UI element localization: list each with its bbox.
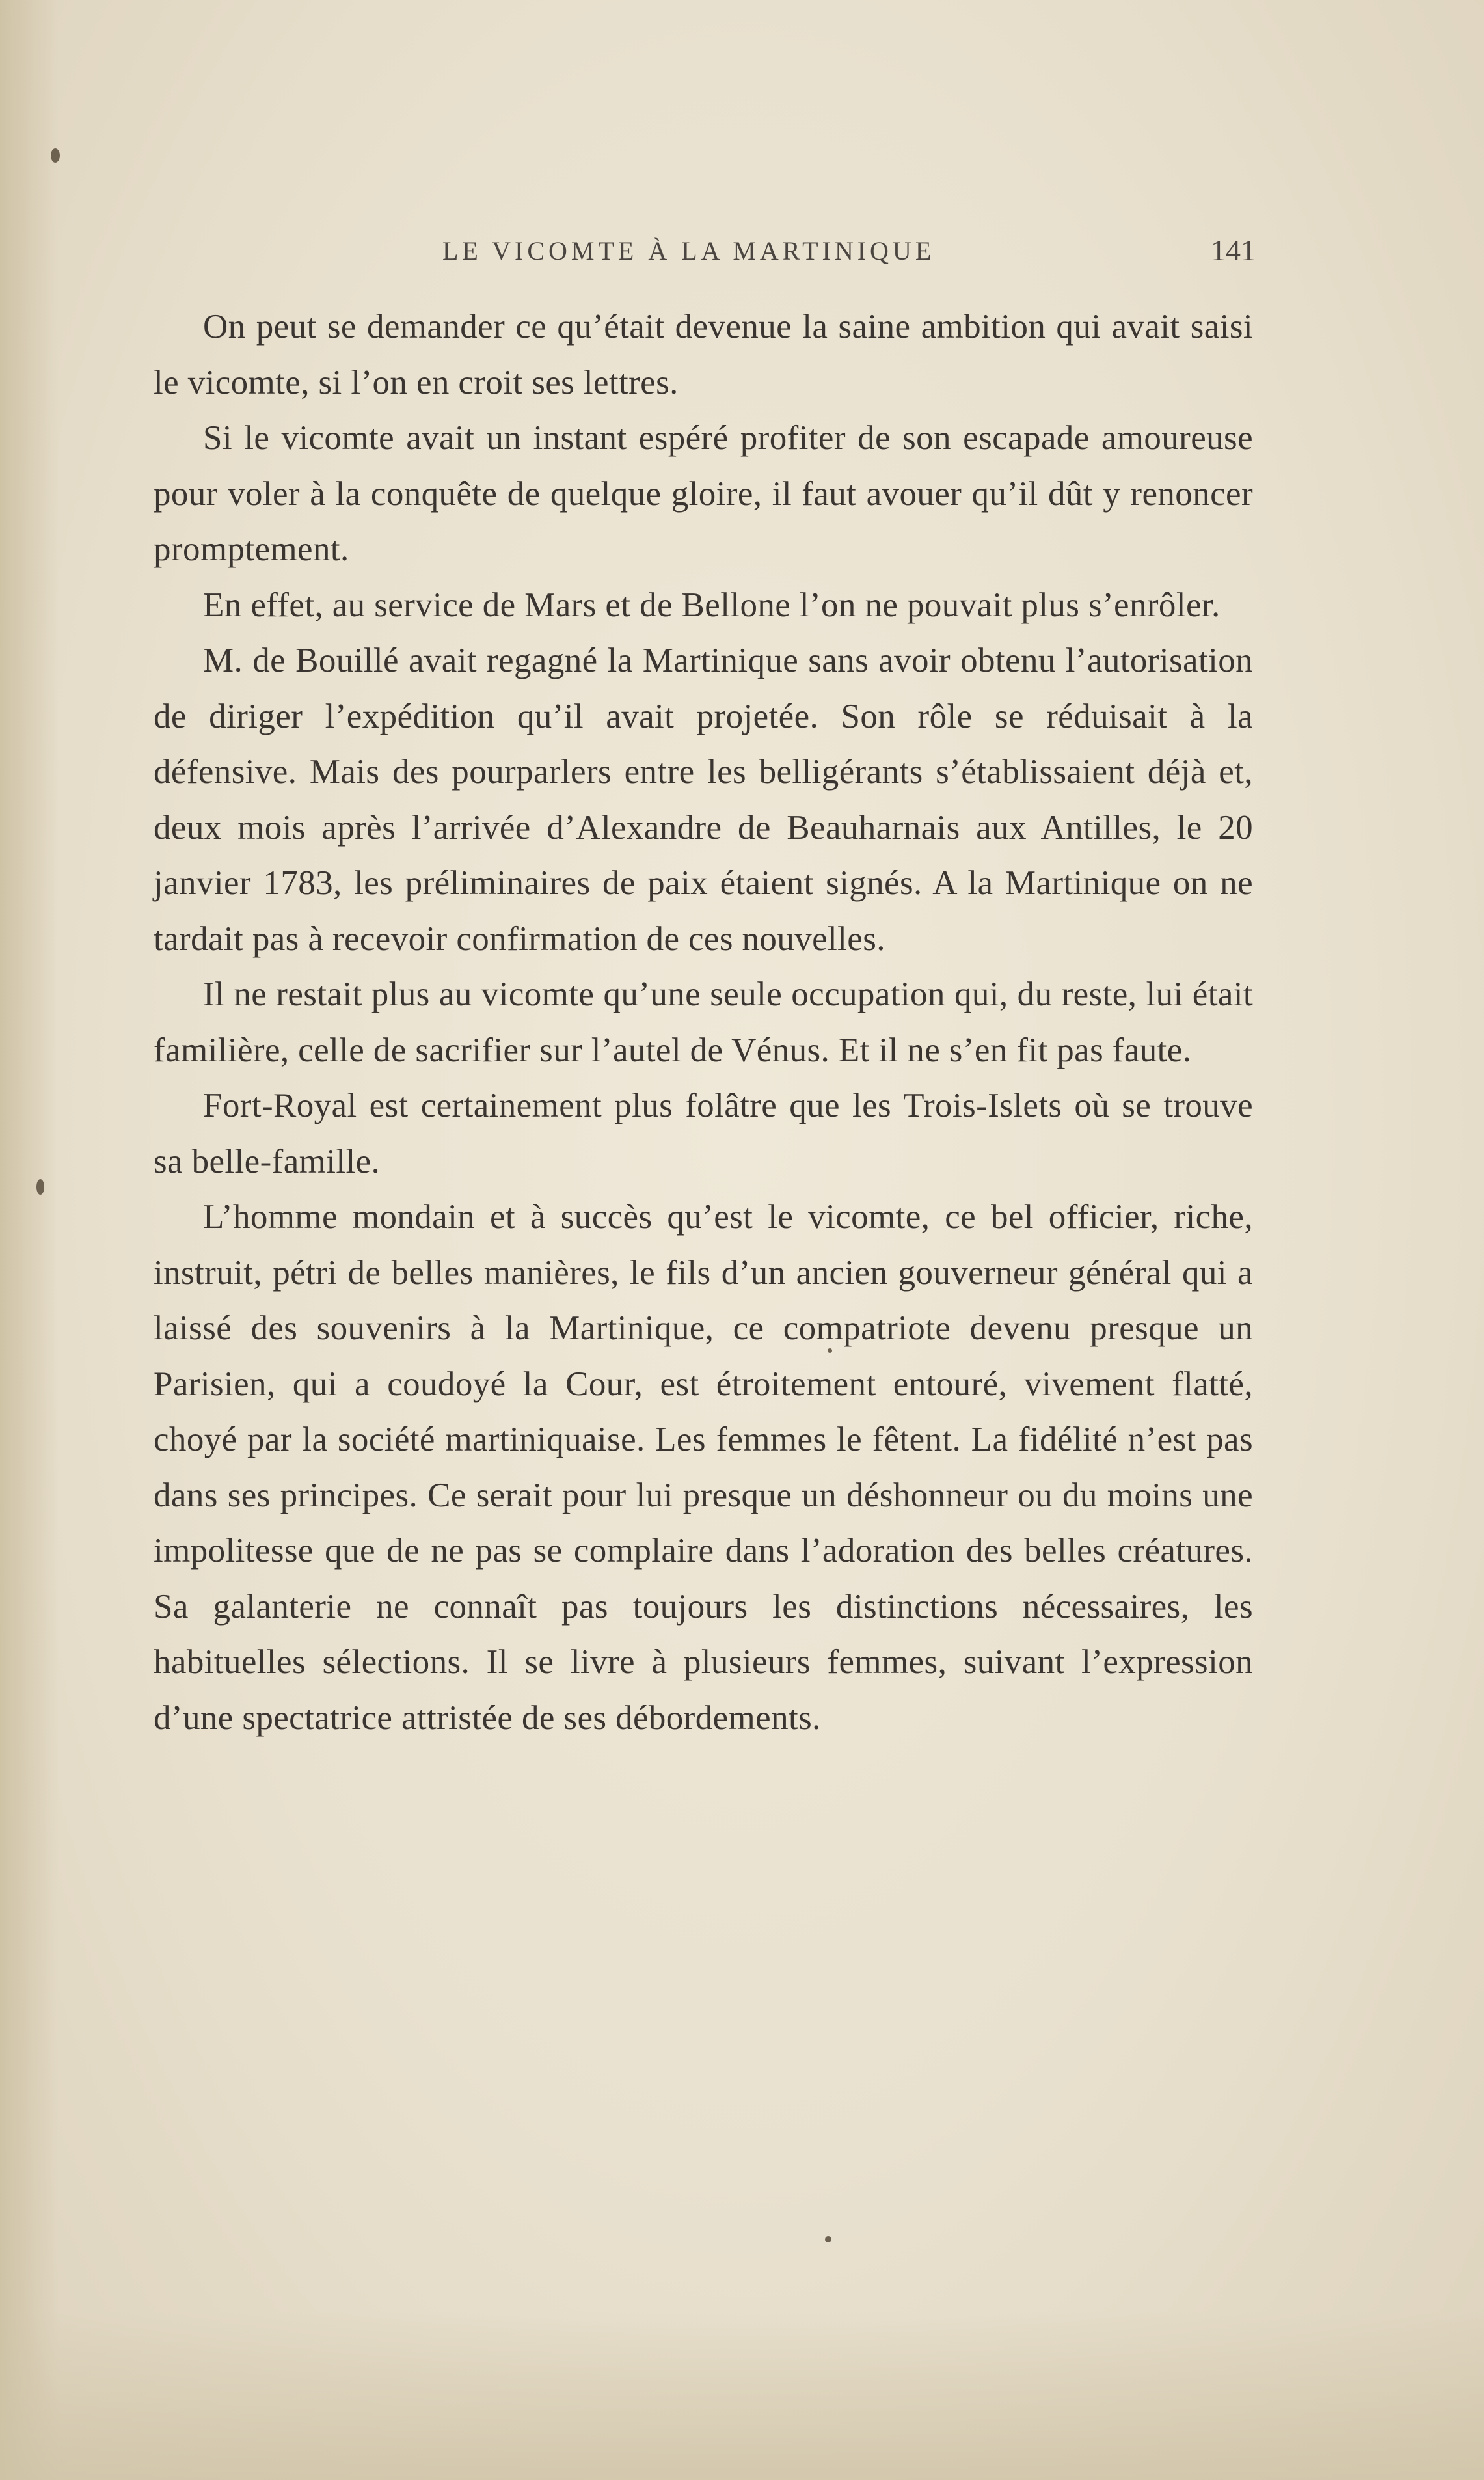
paragraph: En effet, au service de Mars et de Bellone l’on ne pouvait plus s’enrôler. (203, 586, 1221, 624)
paragraph: L’homme mondain et à succès qu’est le vicomte, ce bel officier, riche, instruit, pétri de belles manières, le fils d’un ancien gouverneur général qui a laissé des souvenirs à la Martinique, ce compatriote devenu presque un Parisien, qui a coudoyé la Cour, est étroitement entouré, vivement flatté, choyé par la société martiniquaise. Les femmes le fêtent. La fidélité n’est pas dans ses principes. Ce serait pour lui presque un déshonneur ou du moins une impolitesse que de ne pas se complaire dans l’adoration des belles créatures. Sa galanterie ne connaît pas toujours les distinctions nécessaires, les habituelles sélections. Il se livre à plusieurs femmes, suivant l’expression d’une spectatrice attristée de ses débordements. (154, 1198, 1253, 1737)
paragraph: M. de Bouillé avait regagné la Martinique sans avoir obtenu l’autorisation de diriger l’expédition qu’il avait projetée. Son rôle se réduisait à la défensive. Mais des pourparlers entre les belligérants s’établissaient déjà et, deux mois après l’arrivée d’Alexandre de Beauharnais aux Antilles, le 20 janvier 1783, les préliminaires de paix étaient signés. A la Martinique on ne tardait pas à recevoir confirmation de ces nouvelles. (154, 642, 1253, 958)
page-edge-shadow-bottom (0, 2311, 1484, 2480)
paragraph: Il ne restait plus au vicomte qu’une seule occupation qui, du reste, lui était familière, celle de sacrifier sur l’autel de Vénus. Et il ne s’en fit pas faute. (154, 975, 1253, 1069)
running-header (163, 236, 1256, 281)
page-number: 141 (1211, 234, 1256, 267)
ink-speck (51, 148, 60, 163)
paragraph: On peut se demander ce qu’était devenue la saine ambition qui avait saisi le vicomte, si l’on en croit ses lettres. (154, 308, 1253, 402)
paragraph: Si le vicomte avait un instant espéré profiter de son escapade amoureuse pour voler à la conquête de quelque gloire, il faut avouer qu’il dût y renoncer promptement. (154, 419, 1253, 568)
ink-speck (825, 2236, 831, 2242)
body-text (154, 299, 1253, 1746)
paragraph: Fort-Royal est certainement plus folâtre que les Trois-Islets où se trouve sa belle-famille. (154, 1087, 1253, 1180)
running-title: LE VICOMTE À LA MARTINIQUE (442, 236, 936, 266)
ink-speck (36, 1179, 44, 1195)
page-edge-shadow-left (0, 0, 59, 2480)
